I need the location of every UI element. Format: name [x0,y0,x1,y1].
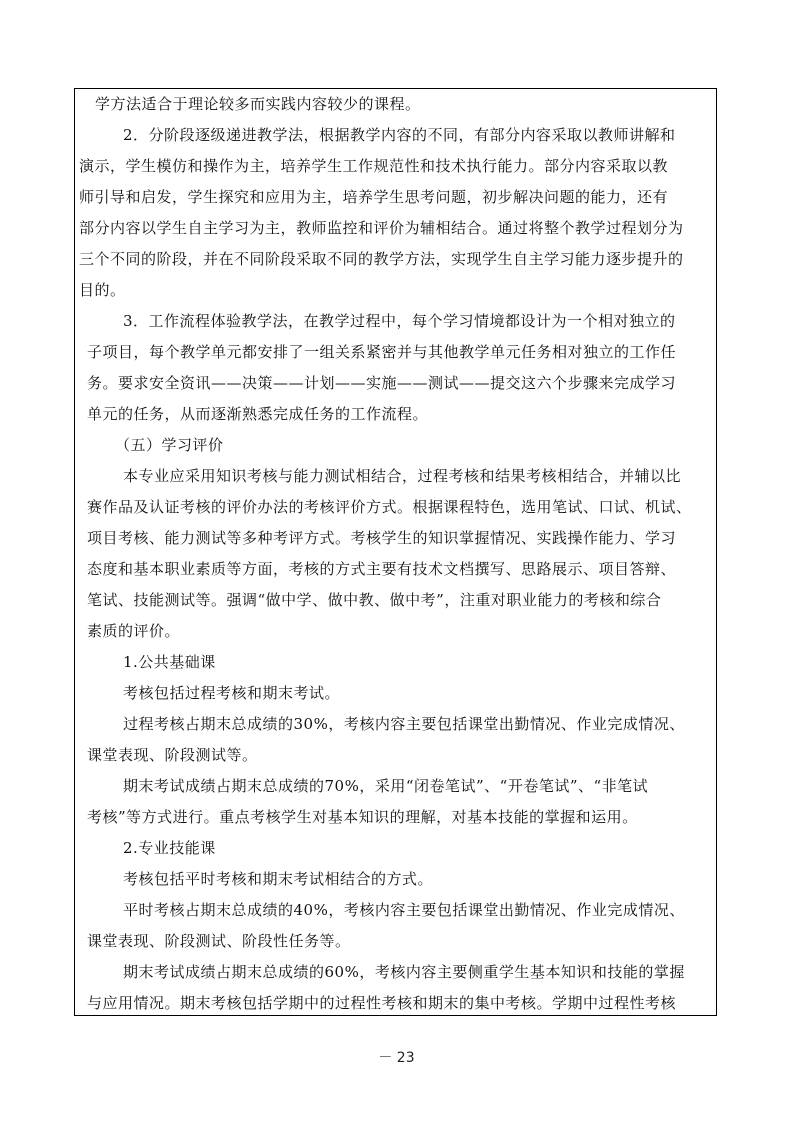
text-line: 项目考核、能力测试等多种考评方式。考核学生的知识掌握情况、实践操作能力、学习 [87,529,677,547]
section-heading: （五）学习评价 [115,436,224,454]
text-line: 单元的任务，从而逐渐熟悉完成任务的工作流程。 [87,405,429,423]
text-line: 演示，学生模仿和操作为主，培养学生工作规范性和技术执行能力。部分内容采取以教 [79,157,669,175]
text-line: 务。要求安全资讯——决策——计划——实施——测试——提交这六个步骤来完成学习 [87,374,677,392]
text-line: 期末考试成绩占期末总成绩的60%，考核内容主要侧重学生基本知识和技能的掌握 [123,963,685,981]
subsection-heading: 2.专业技能课 [123,839,216,857]
text-line: 素质的评价。 [87,622,181,640]
text-line: 考核包括平时考核和期末考试相结合的方式。 [123,870,434,888]
text-line: 学方法适合于理论较多而实践内容较少的课程。 [95,95,421,113]
text-line: 期末考试成绩占期末总成绩的70%，采用“闭卷笔试”、“开卷笔试”、“非笔试 [123,777,649,795]
subsection-heading: 1.公共基础课 [123,653,216,671]
text-line: 态度和基本职业素质等方面，考核的方式主要有技术文档撰写、思路展示、项目答辩、 [87,560,677,578]
text-line: 赛作品及认证考核的评价办法的考核评价方式。根据课程特色，选用笔试、口试、机试、 [87,498,692,516]
text-line: 3．工作流程体验教学法，在教学过程中，每个学习情境都设计为一个相对独立的 [123,312,676,330]
text-line: 考核”等方式进行。重点考核学生对基本知识的理解，对基本技能的掌握和运用。 [87,808,638,826]
text-line: 部分内容以学生自主学习为主，教师监控和评价为辅相结合。通过将整个教学过程划分为 [79,219,684,237]
text-line: 课堂表现、阶段测试等。 [87,746,258,764]
text-line: 子项目，每个教学单元都安排了一组关系紧密并与其他教学单元任务相对独立的工作任 [87,343,677,361]
text-line: 过程考核占期末总成绩的30%，考核内容主要包括课堂出勤情况、作业完成情况、 [123,715,685,733]
text-line: 平时考核占期末总成绩的40%，考核内容主要包括课堂出勤情况、作业完成情况、 [123,901,685,919]
text-line: 考核包括过程考核和期末考试。 [123,684,341,702]
text-line: 课堂表现、阶段测试、阶段性任务等。 [87,932,351,950]
text-line: 三个不同的阶段，并在不同阶段采取不同的教学方法，实现学生自主学习能力逐步提升的 [79,250,684,268]
text-body [75,89,716,1015]
text-line: 与应用情况。期末考核包括学期中的过程性考核和期末的集中考核。学期中过程性考核 [87,994,677,1012]
page-number: － 23 [378,1050,415,1066]
text-line: 师引导和启发，学生探究和应用为主，培养学生思考问题，初步解决问题的能力，还有 [79,188,669,206]
text-line: 目的。 [79,281,126,299]
text-line: 本专业应采用知识考核与能力测试相结合，过程考核和结果考核相结合，并辅以比 [123,467,682,485]
text-line: 笔试、技能测试等。强调“做中学、做中教、做中考”，注重对职业能力的考核和综合 [87,591,662,609]
content-frame [74,88,717,1016]
text-line: 2．分阶段逐级递进教学法，根据教学内容的不同，有部分内容采取以教师讲解和 [123,126,676,144]
